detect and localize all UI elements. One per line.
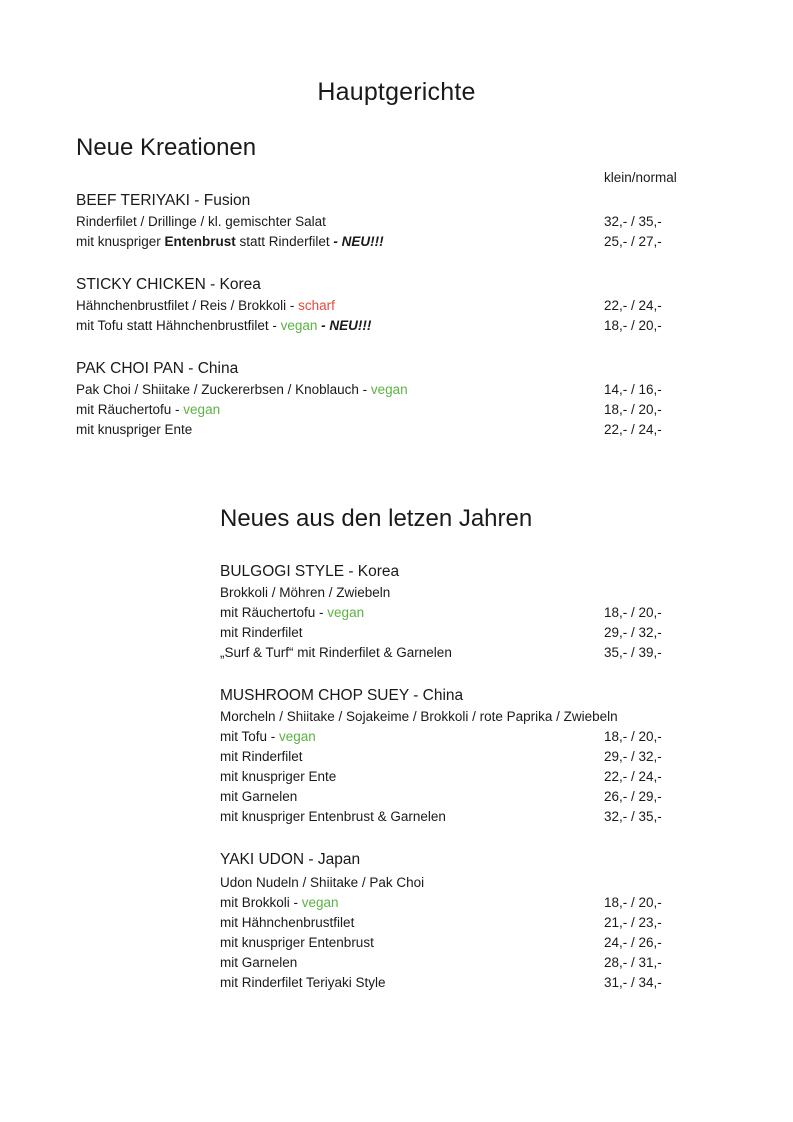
menu-row: [76, 420, 716, 440]
section-title: Neue Kreationen: [76, 134, 257, 161]
menu-row: [220, 767, 720, 787]
row-price: 24,- / 26,-: [604, 935, 662, 950]
row-price: 22,- / 24,-: [604, 769, 662, 784]
menu-row: [76, 400, 716, 420]
dish-description: [220, 583, 720, 603]
row-text: mit knuspriger Entenbrust: [220, 935, 374, 950]
row-text: mit Rinderfilet: [220, 625, 303, 640]
spicy-tag: scharf: [298, 298, 335, 313]
row-text: mit Tofu -: [220, 729, 280, 744]
row-price: 35,- / 39,-: [604, 645, 662, 660]
row-text: mit knuspriger Ente: [76, 422, 193, 437]
dish-name: STICKY CHICKEN - Korea: [76, 276, 261, 293]
menu-row: [76, 232, 716, 252]
menu-row: [220, 973, 720, 993]
description-text: Udon Nudeln / Shiitake / Pak Choi: [220, 875, 425, 890]
menu-row: [220, 913, 720, 933]
description-text: Brokkoli / Möhren / Zwiebeln: [220, 585, 391, 600]
row-text: mit Garnelen: [220, 955, 298, 970]
row-price: 18,- / 20,-: [604, 605, 662, 620]
vegan-tag: vegan: [327, 605, 365, 620]
vegan-tag: vegan: [280, 318, 318, 333]
menu-row: [220, 953, 720, 973]
dish-name: MUSHROOM CHOP SUEY - China: [220, 687, 464, 704]
vegan-tag: vegan: [183, 402, 221, 417]
dish-name: BEEF TERIYAKI - Fusion: [76, 192, 251, 209]
row-price: 28,- / 31,-: [604, 955, 662, 970]
menu-row: [76, 212, 716, 232]
dish-pak-choi-pan: [76, 358, 716, 440]
row-price: 22,- / 24,-: [604, 298, 662, 313]
menu-row: [76, 316, 716, 336]
row-text: mit knuspriger Ente: [220, 769, 337, 784]
dish-name: YAKI UDON - Japan: [220, 851, 361, 868]
dish-description: [220, 871, 720, 893]
row-text: „Surf & Turf“ mit Rinderfilet & Garnelen: [220, 645, 452, 660]
row-text: Rinderfilet / Drillinge / kl. gemischter Salat: [76, 214, 326, 229]
new-badge: - NEU!!!: [317, 318, 372, 333]
section-neues-aus-den-letzen-jahren: [220, 503, 720, 993]
section-neue-kreationen: [76, 132, 716, 440]
dish-mushroom-chop-suey: [220, 685, 720, 827]
menu-row: [220, 747, 720, 767]
row-text: Hähnchenbrustfilet / Reis / Brokkoli -: [76, 298, 299, 313]
row-text: mit knuspriger Entenbrust & Garnelen: [220, 809, 446, 824]
menu-row: [220, 623, 720, 643]
column-header-size: klein/normal: [604, 170, 677, 185]
menu-row: [220, 807, 720, 827]
menu-row: [76, 296, 716, 316]
row-price: 32,- / 35,-: [604, 214, 662, 229]
row-text: mit Rinderfilet Teriyaki Style: [220, 975, 386, 990]
dish-description: [220, 707, 720, 727]
menu-row: [220, 893, 720, 913]
dish-sticky-chicken: [76, 274, 716, 336]
dish-yaki-udon: [220, 849, 720, 993]
vegan-tag: vegan: [301, 895, 339, 910]
row-price: 18,- / 20,-: [604, 729, 662, 744]
row-price: 32,- / 35,-: [604, 809, 662, 824]
dish-beef-teriyaki: [76, 190, 716, 252]
row-text: Pak Choi / Shiitake / Zuckererbsen / Knoblauch -: [76, 382, 371, 397]
dish-name: BULGOGI STYLE - Korea: [220, 563, 400, 580]
row-price: 21,- / 23,-: [604, 915, 662, 930]
page-title: Hauptgerichte: [317, 78, 476, 106]
vegan-tag: vegan: [279, 729, 316, 744]
row-price: 22,- / 24,-: [604, 422, 662, 437]
section-title: Neues aus den letzen Jahren: [220, 505, 533, 532]
row-text: mit Brokkoli -: [220, 895, 302, 910]
new-badge: - NEU!!!: [333, 234, 384, 249]
row-text: statt Rinderfilet: [235, 234, 334, 249]
description-text: Morcheln / Shiitake / Sojakeime / Brokkoli / rote Paprika / Zwiebeln: [220, 709, 618, 724]
row-price: 18,- / 20,-: [604, 895, 662, 910]
dish-bulgogi-style: [220, 561, 720, 663]
menu-row: [220, 933, 720, 953]
row-price: 18,- / 20,-: [604, 318, 662, 333]
row-price: 14,- / 16,-: [604, 382, 662, 397]
row-text: mit Räuchertofu -: [220, 605, 328, 620]
row-text: mit Tofu statt Hähnchenbrustfilet -: [76, 318, 281, 333]
row-text-bold: Entenbrust: [164, 234, 236, 249]
menu-row: [220, 727, 720, 747]
row-price: 29,- / 32,-: [604, 625, 662, 640]
row-price: 31,- / 34,-: [604, 975, 662, 990]
menu-row: [76, 380, 716, 400]
vegan-tag: vegan: [370, 382, 408, 397]
row-text: mit Räuchertofu -: [76, 402, 184, 417]
row-price: 29,- / 32,-: [604, 749, 662, 764]
row-price: 18,- / 20,-: [604, 402, 662, 417]
row-text: mit Hähnchenbrustfilet: [220, 915, 355, 930]
row-text: mit Rinderfilet: [220, 749, 303, 764]
menu-row: [220, 643, 720, 663]
dish-name: PAK CHOI PAN - China: [76, 360, 239, 377]
row-text: mit Garnelen: [220, 789, 298, 804]
menu-row: [220, 603, 720, 623]
menu-row: [220, 787, 720, 807]
row-price: 26,- / 29,-: [604, 789, 662, 804]
row-text: mit knuspriger: [76, 234, 165, 249]
row-price: 25,- / 27,-: [604, 234, 662, 249]
